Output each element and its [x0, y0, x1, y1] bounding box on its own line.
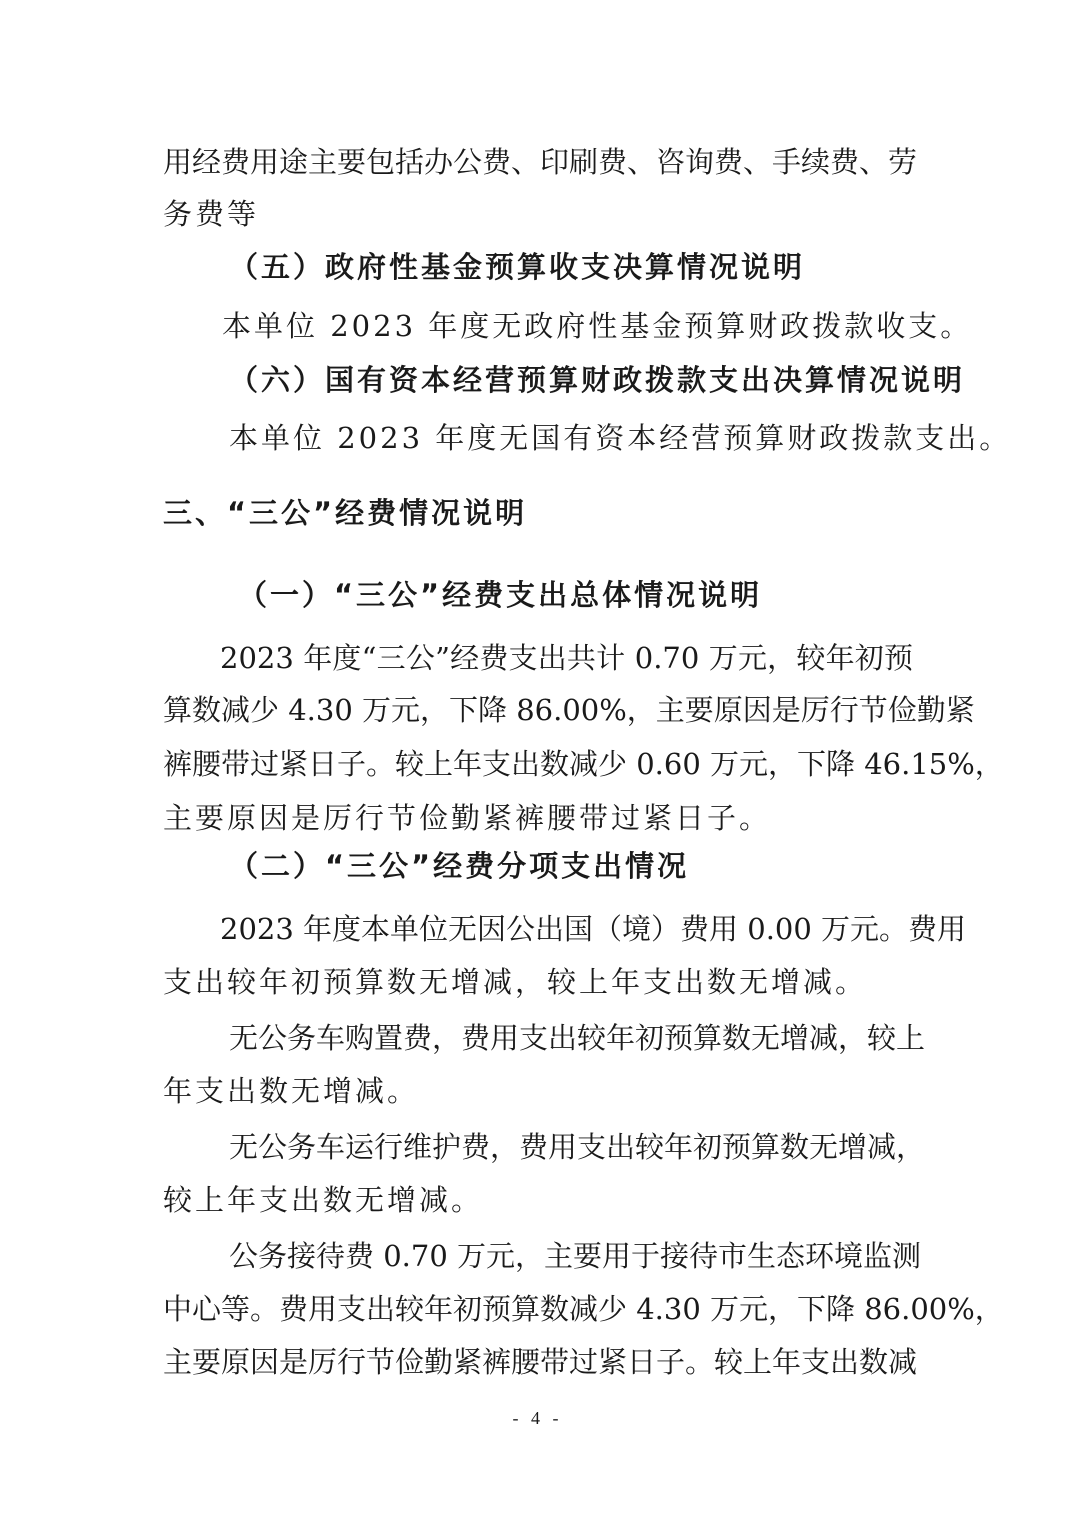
body-text-line: 公务接待费 0.70 万元，主要用于接待市生态环境监测 [229, 1239, 922, 1273]
body-text-line: 主要原因是厉行节俭勤紧裤腰带过紧日子。较上年支出数减 [163, 1345, 918, 1379]
body-text-line: 无公务车购置费，费用支出较年初预算数无增减，较上 [229, 1021, 926, 1055]
body-text-line: 年支出数无增减。 [163, 1074, 420, 1108]
body-text-line: 中心等。费用支出较年初预算数减少 4.30 万元，下降 86.00%， [163, 1292, 1004, 1326]
body-text-line: 支出较年初预算数无增减，较上年支出数无增减。 [163, 965, 868, 999]
body-text-line: 算数减少 4.30 万元，下降 86.00%，主要原因是厉行节俭勤紧 [163, 693, 975, 727]
section-heading-6: （六）国有资本经营预算财政拨款支出决算情况说明 [229, 363, 966, 397]
body-text-line: 用经费用途主要包括办公费、印刷费、咨询费、手续费、劳 [163, 145, 918, 179]
section-heading-1: （一）“三公”经费支出总体情况说明 [238, 578, 763, 612]
body-text-line: 务费等 [163, 197, 260, 231]
body-text-line: 2023 年度“三公”经费支出共计 0.70 万元，较年初预 [220, 641, 913, 675]
body-text-line: 裤腰带过紧日子。较上年支出数减少 0.60 万元，下降 46.15%， [163, 747, 1004, 781]
body-text-line: 主要原因是厉行节俭勤紧裤腰带过紧日子。 [163, 801, 772, 835]
body-text-line: 无公务车运行维护费，费用支出较年初预算数无增减， [229, 1130, 926, 1164]
body-text-line: 较上年支出数无增减。 [163, 1183, 484, 1217]
section-heading-2: （二）“三公”经费分项支出情况 [229, 849, 690, 883]
section-heading-5: （五）政府性基金预算收支决算情况说明 [229, 250, 806, 284]
chapter-heading-3: 三、“三公”经费情况说明 [163, 496, 528, 530]
body-text-line: 2023 年度本单位无因公出国（境）费用 0.00 万元。费用 [220, 912, 967, 946]
body-text-line: 本单位 2023 年度无国有资本经营预算财政拨款支出。 [229, 421, 1012, 455]
body-text-line: 本单位 2023 年度无政府性基金预算财政拨款收支。 [222, 309, 973, 343]
page-number: - 4 - [512, 1408, 563, 1428]
